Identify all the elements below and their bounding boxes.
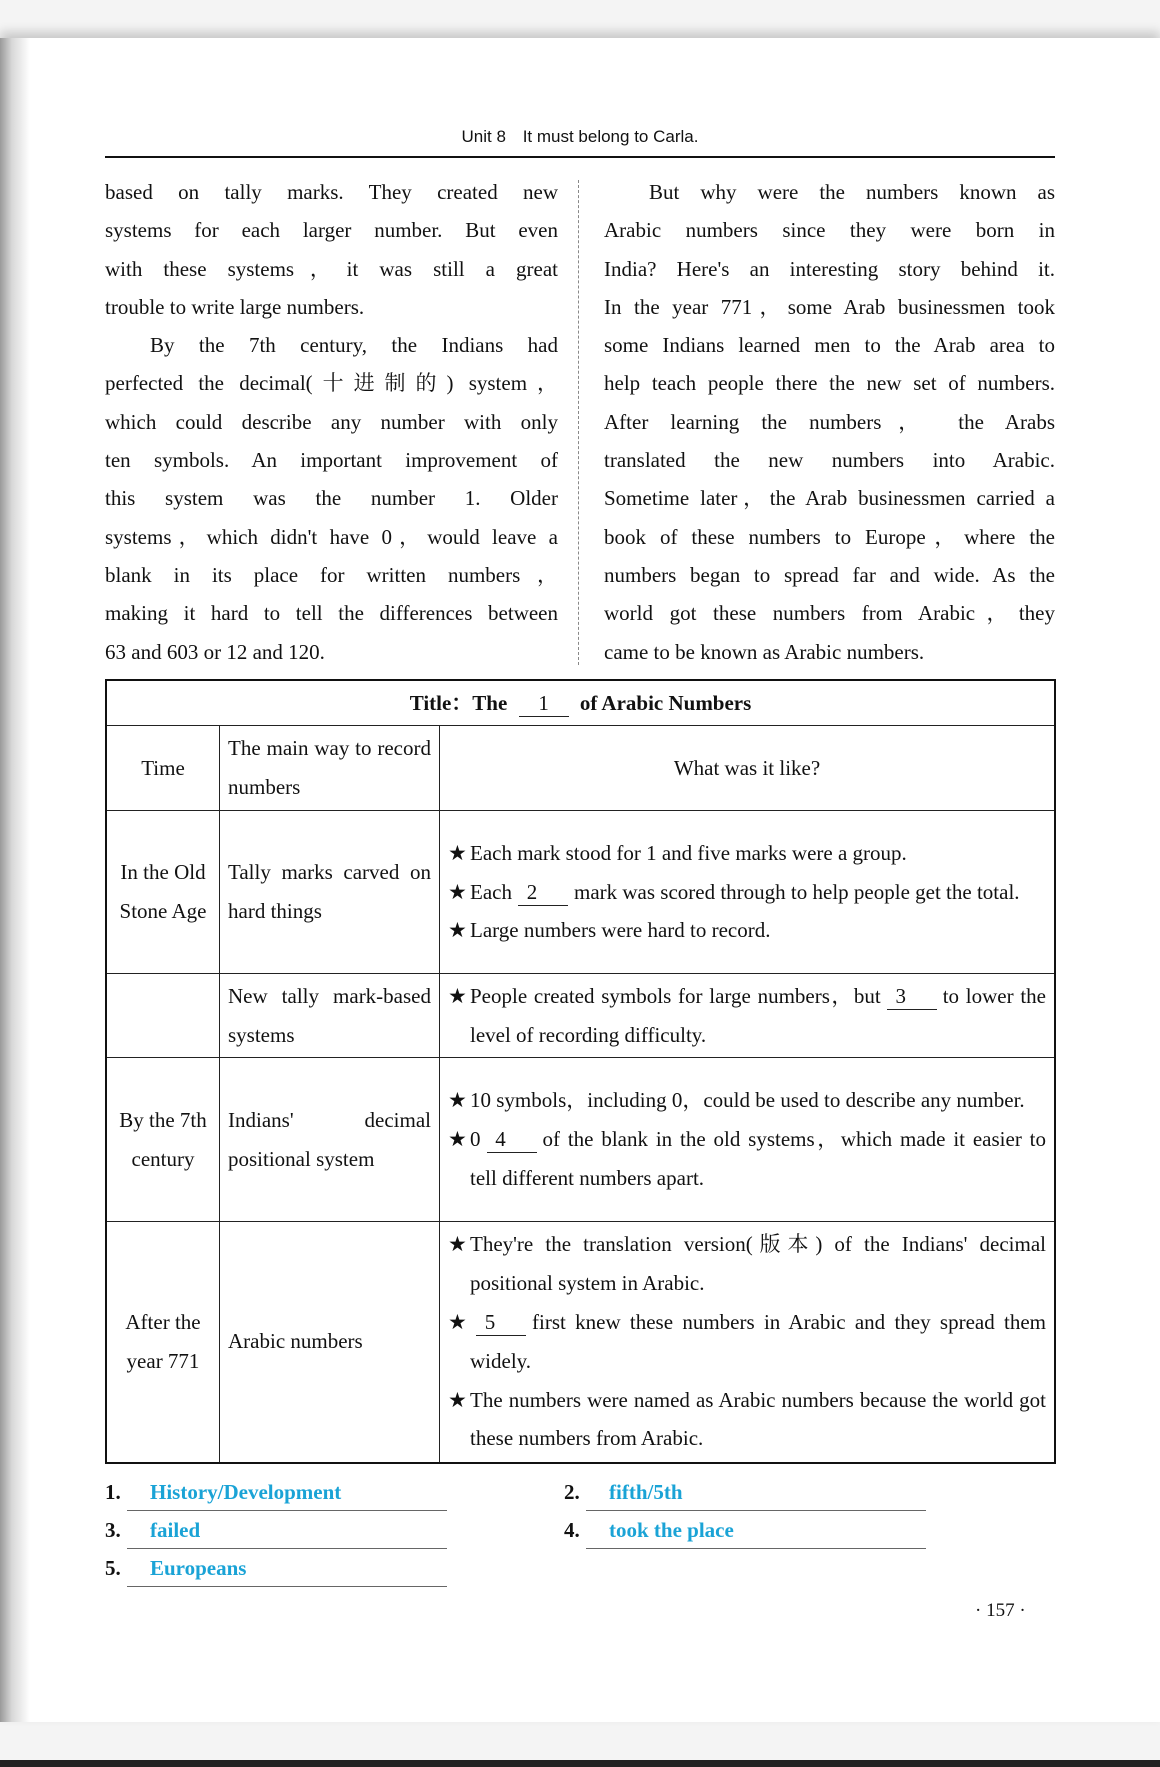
text-line: But why were the numbers known as xyxy=(649,180,1055,204)
item-text-after: mark was scored through to help people get the total. xyxy=(573,879,1020,904)
description-item xyxy=(448,1303,1046,1381)
text-line: India? Here's an interesting story behind it. xyxy=(604,256,1055,281)
text-line: this system was the number 1. Older xyxy=(105,486,558,511)
description-item xyxy=(448,873,1046,912)
answer-number: 1. xyxy=(105,1480,121,1504)
text-line: which could describe any number with only xyxy=(105,409,558,434)
answer-value: fifth/5th xyxy=(609,1480,683,1504)
description-cell xyxy=(440,1058,1056,1222)
method-cell: New tally mark-based systems xyxy=(220,974,440,1058)
blank-1[interactable]: 1 xyxy=(519,690,569,717)
answer-number: 2. xyxy=(564,1480,580,1504)
description-item xyxy=(448,1225,1046,1303)
description-cell xyxy=(440,974,1056,1058)
text-line: numbers began to spread far and wide. As the xyxy=(604,562,1055,587)
answer-number: 4. xyxy=(564,1518,580,1542)
header-way: The main way to record numbers xyxy=(220,726,440,811)
right-text-column xyxy=(604,173,1055,671)
description-item xyxy=(448,1081,1046,1120)
text-line: help teach people there the new set of numbers. xyxy=(604,371,1055,396)
title-prefix: Title：The xyxy=(409,690,508,715)
star-icon: ★ xyxy=(448,1127,467,1152)
text-line: systems for each larger number. But even xyxy=(105,218,558,243)
header-rule xyxy=(105,156,1055,158)
answer-number: 5. xyxy=(105,1556,121,1580)
blank-3[interactable]: 3 xyxy=(887,983,937,1010)
description-cell xyxy=(440,1222,1056,1463)
method-cell: Indians' decimal positional system xyxy=(220,1058,440,1222)
text-line: Sometime later，the Arab businessmen carried a xyxy=(604,486,1055,511)
answer-number: 3. xyxy=(105,1518,121,1542)
page-number: · 157 · xyxy=(975,1600,1026,1621)
text-line: After learning the numbers， the Arabs xyxy=(604,409,1055,434)
item-text: The numbers were named as Arabic numbers because the world got these numbers from Arabic. xyxy=(470,1387,1046,1451)
method-cell: Arabic numbers xyxy=(220,1222,440,1463)
blank-2[interactable]: 2 xyxy=(518,879,568,906)
description-item xyxy=(448,834,1046,873)
item-text-before: 0 xyxy=(470,1127,481,1152)
item-text-after: first knew these numbers in Arabic and they spread them widely. xyxy=(470,1309,1046,1373)
item-text: Each mark stood for 1 and five marks were a group. xyxy=(470,840,907,865)
text-line: By the 7th century, the Indians had xyxy=(150,333,558,358)
text-line: based on tally marks. They created new xyxy=(105,180,558,204)
title-suffix: of Arabic Numbers xyxy=(579,690,752,715)
page-spine-shadow xyxy=(0,38,30,1722)
summary-table xyxy=(105,679,1056,1464)
answer-value: History/Development xyxy=(150,1480,342,1504)
item-text-before: Each xyxy=(470,879,512,904)
description-item xyxy=(448,911,1046,950)
text-line: In the year 771，some Arab businessmen took xyxy=(604,294,1055,319)
text-line: translated the new numbers into Arabic. xyxy=(604,448,1055,473)
text-line: perfected the decimal(十进制的) system， xyxy=(105,371,558,396)
star-icon: ★ xyxy=(448,918,467,943)
star-icon: ★ xyxy=(448,1088,467,1113)
method-cell: Tally marks carved on hard things xyxy=(220,811,440,974)
star-icon: ★ xyxy=(448,1387,467,1412)
item-text: 10 symbols，including 0，could be used to describe any number. xyxy=(470,1088,1025,1113)
text-line: with these systems，it was still a great xyxy=(105,256,558,281)
star-icon: ★ xyxy=(448,1309,467,1334)
text-line: 63 and 603 or 12 and 120. xyxy=(105,639,325,664)
table-row xyxy=(106,1058,1055,1222)
answer-value: Europeans xyxy=(150,1556,247,1580)
header-row xyxy=(106,726,1055,811)
left-text-column xyxy=(105,173,558,671)
table-row xyxy=(106,974,1055,1058)
star-icon: ★ xyxy=(448,879,467,904)
unit-label: Unit 8 xyxy=(461,127,506,146)
text-line: book of these numbers to Europe，where the xyxy=(604,524,1055,549)
text-line: systems，which didn't have 0，would leave a xyxy=(105,524,558,549)
table-title xyxy=(106,680,1055,726)
text-line: trouble to write large numbers. xyxy=(105,294,365,319)
viewer-bottom-bar xyxy=(0,1760,1160,1767)
time-cell: After the year 771 xyxy=(106,1222,220,1463)
table-row xyxy=(106,811,1055,974)
blank-5[interactable]: 5 xyxy=(476,1309,526,1336)
header-time: Time xyxy=(106,726,220,811)
text-line: making it hard to tell the differences between xyxy=(105,601,558,626)
text-line: world got these numbers from Arabic，they xyxy=(604,601,1055,626)
answer-value: failed xyxy=(150,1518,201,1542)
star-icon: ★ xyxy=(448,1232,467,1257)
table-row xyxy=(106,1222,1055,1463)
item-text-after: of the blank in the old systems，which made it easier to tell different numbers apart. xyxy=(470,1127,1046,1190)
unit-title: It must belong to Carla. xyxy=(522,127,699,146)
text-line: came to be known as Arabic numbers. xyxy=(604,639,925,664)
item-text: Large numbers were hard to record. xyxy=(470,918,771,943)
text-line: blank in its place for written numbers， xyxy=(105,562,558,587)
text-line: some Indians learned men to the Arab area to xyxy=(604,333,1055,358)
time-cell xyxy=(106,974,220,1058)
header-like: What was it like? xyxy=(440,726,1056,811)
star-icon: ★ xyxy=(448,840,467,865)
text-line: Arabic numbers since they were born in xyxy=(604,218,1055,243)
answer-value: took the place xyxy=(609,1518,734,1542)
description-item xyxy=(448,1381,1046,1459)
star-icon: ★ xyxy=(448,983,467,1008)
description-item xyxy=(448,977,1046,1055)
running-header xyxy=(105,127,1055,147)
blank-4[interactable]: 4 xyxy=(487,1126,537,1153)
description-item xyxy=(448,1120,1046,1198)
time-cell: In the Old Stone Age xyxy=(106,811,220,974)
text-line: ten symbols. An important improvement of xyxy=(105,448,558,473)
item-text: They're the translation version(版本) of the Indians' decimal positional system in Arabic. xyxy=(470,1232,1046,1296)
item-text-before: People created symbols for large numbers，but xyxy=(470,983,881,1008)
time-cell: By the 7th century xyxy=(106,1058,220,1222)
description-cell xyxy=(440,811,1056,974)
item-text-after: to lower the level of recording difficulty. xyxy=(470,983,1046,1047)
column-divider xyxy=(578,180,579,665)
